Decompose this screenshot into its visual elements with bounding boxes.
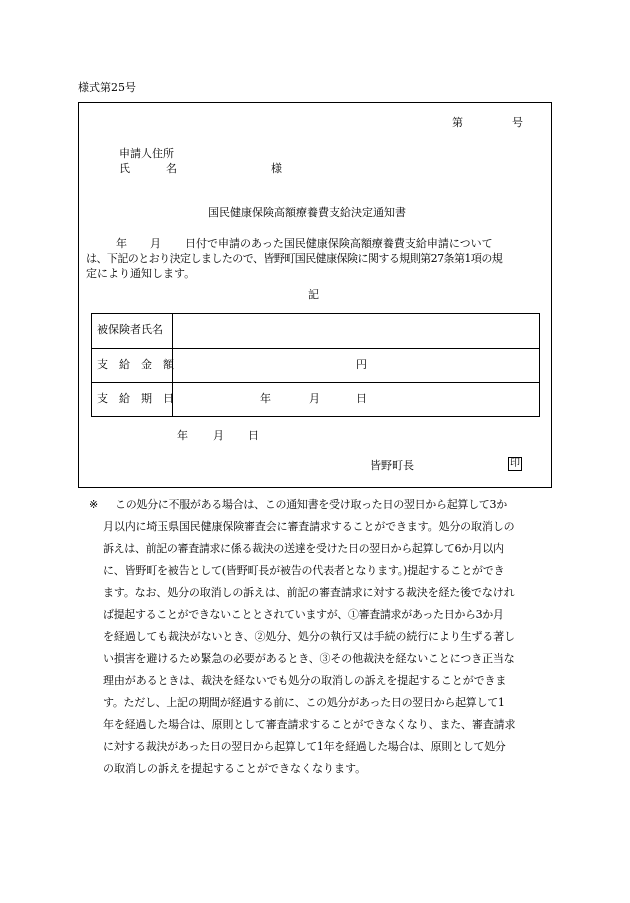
applicant-name-label-1: 氏	[119, 162, 130, 175]
applicant-honorific: 様	[271, 162, 282, 175]
table-payment-month: 月	[309, 392, 320, 405]
date-year: 年	[177, 429, 188, 442]
table-label-insured-name: 被保険者氏名	[97, 323, 163, 336]
date-day: 日	[248, 429, 259, 442]
note-line: を経過しても裁決がないとき、②処分、処分の執行又は手続の続行により生ずる著し	[103, 630, 515, 643]
note-line: 月以内に埼玉県国民健康保険審査会に審査請求することができます。処分の取消しの	[103, 520, 515, 533]
table-payment-year: 年	[260, 392, 271, 405]
note-line: の取消しの訴えを提起することができなくなります。	[103, 762, 367, 775]
table-label-payment-date: 支 給 期 日	[97, 392, 174, 405]
applicant-address-label: 申請人住所	[119, 147, 174, 160]
body-line-2: は、下記のとおり決定しましたので、皆野町国民健康保険に関する規則第27条第1項の規	[86, 252, 503, 265]
doc-number-dai: 第	[452, 116, 463, 129]
seal-mark: 印	[510, 458, 520, 469]
form-number: 様式第25号	[78, 81, 136, 94]
note-line: い損害を避けるため緊急の必要があるとき、③その他裁決を経ないことにつき正当な	[103, 652, 515, 665]
body-year: 年	[116, 237, 127, 250]
note-mark: ※	[89, 498, 99, 511]
note-text	[103, 494, 550, 780]
note-line: ます。なお、処分の取消しの訴えは、前記の審査請求に対する裁決を経た後でなけれ	[103, 586, 515, 599]
date-month: 月	[213, 429, 224, 442]
body-month: 月	[150, 237, 161, 250]
document-title: 国民健康保険高額療養費支給決定通知書	[208, 206, 406, 219]
note-line: に対する裁決があった日の翌日から起算して1年を経過した場合は、原則として処分	[103, 740, 506, 753]
note-line: に、皆野町を被告として(皆野町長が被告の代表者となります。)提起することができ	[103, 564, 505, 577]
note-line: ば提起することができないこととされていますが、①審査請求があった日から3か月	[103, 608, 504, 621]
doc-number-go: 号	[512, 116, 523, 129]
note-line: 理由があるときは、裁決を経ないでも処分の取消しの訴えを提起することができま	[103, 674, 507, 687]
body-line-3: 定により通知します。	[86, 267, 196, 280]
note-line: 訴えは、前記の審査請求に係る裁決の送達を受けた日の翌日から起算して6か月以内	[103, 542, 504, 555]
note-line: 年を経過した場合は、原則として審査請求することができなくなり、また、審査請求	[103, 718, 516, 731]
table-value-yen: 円	[356, 358, 367, 371]
table-label-amount: 支 給 金 額	[97, 358, 174, 371]
ki-label: 記	[308, 288, 319, 301]
body-line-1: 日付で申請のあった国民健康保険高額療養費支給申請について	[185, 237, 493, 250]
issuer-name: 皆野町長	[370, 459, 414, 472]
note-line: す。ただし、上記の期間が経過する前に、この処分があった日の翌日から起算して1	[103, 696, 505, 709]
note-line: この処分に不服がある場合は、この通知書を受け取った日の翌日から起算して3か	[115, 498, 507, 511]
table-payment-day: 日	[356, 392, 367, 405]
applicant-name-label-2: 名	[166, 162, 177, 175]
